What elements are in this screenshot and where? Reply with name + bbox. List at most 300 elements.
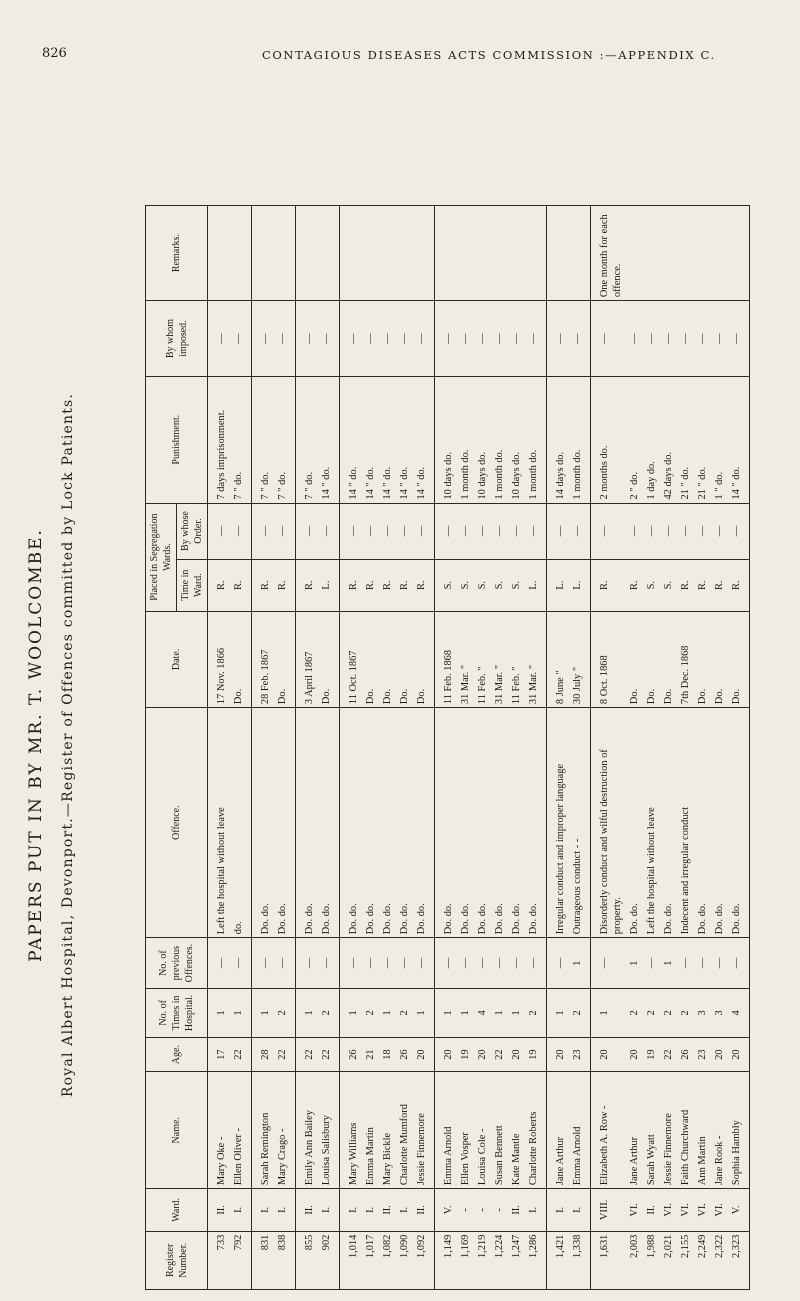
times-in-hospital-cell: 1 [230,988,252,1037]
remarks-cell [626,206,643,301]
by-whose-order-cell: — [252,503,275,559]
table-row [643,206,660,1290]
section-title: PAPERS PUT IN BY MR. T. WOOLCOMBE. [26,528,46,962]
previous-offences-cell: — [508,938,525,989]
register-number-cell: 2,021 [660,1231,677,1289]
times-in-hospital-cell: 1 [252,988,275,1037]
name-cell: Emma Martin [362,1072,379,1189]
by-whom-imposed-cell: — [677,301,694,377]
offence-cell: Do. do. [491,708,508,938]
register-number-cell: 1,988 [643,1231,660,1289]
time-in-ward-cell: L. [525,559,547,611]
by-whose-order-cell: — [508,503,525,559]
by-whom-imposed-cell: — [525,301,547,377]
table-row [362,206,379,1290]
remarks-cell [728,206,750,301]
col-ward: Ward. [146,1189,208,1232]
age-cell: 19 [525,1037,547,1072]
ward-cell: II. [208,1189,231,1232]
punishment-cell: 1 month do. [525,376,547,503]
previous-offences-cell: 1 [626,938,643,989]
name-cell: Jane Arthur [547,1072,570,1189]
remarks-cell [396,206,413,301]
times-in-hospital-cell: 2 [318,988,340,1037]
time-in-ward-cell: S. [508,559,525,611]
ward-cell: - [491,1189,508,1232]
date-cell: 31 Mar. " [457,611,474,707]
register-number-cell: 1,169 [457,1231,474,1289]
by-whose-order-cell: — [525,503,547,559]
register-number-cell: 855 [296,1231,319,1289]
name-cell: Mary Williams [340,1072,363,1189]
remarks-cell [547,206,570,301]
name-cell: Jessie Finnemore [413,1072,435,1189]
name-cell: Ann Martin [694,1072,711,1189]
times-in-hospital-cell: 2 [660,988,677,1037]
name-cell: Elizabeth A. Row - [591,1072,627,1189]
ward-cell: I. [396,1189,413,1232]
register-number-cell: 1,631 [591,1231,627,1289]
times-in-hospital-cell: 1 [457,988,474,1037]
time-in-ward-cell: S. [474,559,491,611]
name-cell: Jane Arthur [626,1072,643,1189]
ward-cell: - [474,1189,491,1232]
ward-cell: VI. [626,1189,643,1232]
age-cell: 20 [711,1037,728,1072]
remarks-cell [435,206,458,301]
remarks-cell [694,206,711,301]
by-whom-imposed-cell: — [569,301,591,377]
punishment-cell: 14 " do. [379,376,396,503]
table-row [711,206,728,1290]
table-row [525,206,547,1290]
remarks-cell [660,206,677,301]
register-number-cell: 1,149 [435,1231,458,1289]
by-whom-imposed-cell: — [728,301,750,377]
age-cell: 22 [274,1037,296,1072]
page-number: 826 [42,46,67,61]
by-whom-imposed-cell: — [230,301,252,377]
ward-cell: I. [547,1189,570,1232]
punishment-cell: 42 days do. [660,376,677,503]
table-row [230,206,252,1290]
name-cell: Louisa Salisbury [318,1072,340,1189]
by-whose-order-cell: — [677,503,694,559]
date-cell: Do. [362,611,379,707]
offence-cell: Do. do. [413,708,435,938]
time-in-ward-cell: R. [626,559,643,611]
register-number-cell: 1,014 [340,1231,363,1289]
age-cell: 20 [728,1037,750,1072]
by-whose-order-cell: — [274,503,296,559]
time-in-ward-cell: R. [413,559,435,611]
age-cell: 22 [318,1037,340,1072]
by-whose-order-cell: — [379,503,396,559]
by-whom-imposed-cell: — [711,301,728,377]
by-whom-imposed-cell: — [296,301,319,377]
punishment-cell: 7 " do. [252,376,275,503]
date-cell: 11 Feb. 1868 [435,611,458,707]
time-in-ward-cell: S. [643,559,660,611]
age-cell: 19 [457,1037,474,1072]
offence-cell: Do. do. [274,708,296,938]
punishment-cell: 1 month do. [457,376,474,503]
date-cell: 31 Mar. " [491,611,508,707]
date-cell: Do. [626,611,643,707]
times-in-hospital-cell: 4 [474,988,491,1037]
previous-offences-cell: — [230,938,252,989]
ward-cell: I. [569,1189,591,1232]
ward-cell: II. [379,1189,396,1232]
remarks-cell [413,206,435,301]
table-row [474,206,491,1290]
table-row [252,206,275,1290]
by-whom-imposed-cell: — [547,301,570,377]
register-number-cell: 2,249 [694,1231,711,1289]
punishment-cell: 7 " do. [274,376,296,503]
col-segregation: Placed in Segregation Wards. [146,503,177,611]
offence-cell: Disorderly conduct and wilful destruction of property. [591,708,627,938]
by-whom-imposed-cell: — [694,301,711,377]
times-in-hospital-cell: 1 [296,988,319,1037]
offence-cell: Do. do. [435,708,458,938]
times-in-hospital-cell: 2 [626,988,643,1037]
by-whose-order-cell: — [491,503,508,559]
by-whom-imposed-cell: — [474,301,491,377]
age-cell: 23 [694,1037,711,1072]
register-number-cell: 2,323 [728,1231,750,1289]
time-in-ward-cell: R. [208,559,231,611]
remarks-cell [711,206,728,301]
times-in-hospital-cell: 3 [711,988,728,1037]
remarks-cell [252,206,275,301]
previous-offences-cell: — [274,938,296,989]
name-cell: Emma Arnold [569,1072,591,1189]
col-times-in-hospital: No. of Times in Hospital. [146,988,208,1037]
ward-cell: VIII. [591,1189,627,1232]
register-number-cell: 733 [208,1231,231,1289]
table-row [396,206,413,1290]
date-cell: 11 Feb. " [508,611,525,707]
remarks-cell [274,206,296,301]
date-cell: Do. [318,611,340,707]
date-cell: 7th Dec. 1868 [677,611,694,707]
ward-cell: VI. [694,1189,711,1232]
date-cell: Do. [660,611,677,707]
time-in-ward-cell: R. [274,559,296,611]
offence-cell: Do. do. [660,708,677,938]
col-by-whom-imposed: By whom imposed. [146,301,208,377]
offence-cell: Irregular conduct and improper language [547,708,570,938]
time-in-ward-cell: L. [547,559,570,611]
by-whose-order-cell: — [318,503,340,559]
age-cell: 22 [230,1037,252,1072]
age-cell: 17 [208,1037,231,1072]
time-in-ward-cell: R. [296,559,319,611]
punishment-cell: 21 " do. [677,376,694,503]
name-cell: Charlotte Roberts [525,1072,547,1189]
remarks-cell [491,206,508,301]
age-cell: 19 [643,1037,660,1072]
rotated-page-body [20,205,742,1285]
age-cell: 20 [591,1037,627,1072]
punishment-cell: 14 " do. [396,376,413,503]
offence-cell: Do. do. [396,708,413,938]
offence-cell: Do. do. [252,708,275,938]
table-row [694,206,711,1290]
name-cell: Faith Churchward [677,1072,694,1189]
name-cell: Sarah Remington [252,1072,275,1189]
table-row [318,206,340,1290]
table-row [677,206,694,1290]
name-cell: Mary Bickle [379,1072,396,1189]
name-cell: Jane Rook - [711,1072,728,1189]
page-header [0,0,800,76]
previous-offences-cell: — [694,938,711,989]
previous-offences-cell: 1 [569,938,591,989]
age-cell: 18 [379,1037,396,1072]
previous-offences-cell: — [435,938,458,989]
table-row [208,206,231,1290]
running-head: CONTAGIOUS DISEASES ACTS COMMISSION :—APPENDIX C. [262,48,716,62]
by-whose-order-cell: — [569,503,591,559]
offence-cell: Left the hospital without leave [208,708,231,938]
times-in-hospital-cell: 1 [435,988,458,1037]
table-row [569,206,591,1290]
name-cell: Ellen Oliver - [230,1072,252,1189]
punishment-cell: 14 " do. [318,376,340,503]
time-in-ward-cell: L. [318,559,340,611]
by-whose-order-cell: — [362,503,379,559]
time-in-ward-cell: R. [677,559,694,611]
by-whose-order-cell: — [694,503,711,559]
ward-cell: V. [728,1189,750,1232]
offence-cell: do. [230,708,252,938]
punishment-cell: 10 days do. [474,376,491,503]
table-row [296,206,319,1290]
name-cell: Emma Arnold [435,1072,458,1189]
date-cell: Do. [413,611,435,707]
age-cell: 26 [396,1037,413,1072]
times-in-hospital-cell: 1 [208,988,231,1037]
by-whose-order-cell: — [396,503,413,559]
table-row [660,206,677,1290]
ward-cell: I. [230,1189,252,1232]
table-row [728,206,750,1290]
name-cell: Ellen Vosper [457,1072,474,1189]
header-row-1 [146,206,177,1290]
previous-offences-cell: — [296,938,319,989]
age-cell: 20 [626,1037,643,1072]
col-offence: Offence. [146,708,208,938]
times-in-hospital-cell: 2 [643,988,660,1037]
col-date: Date. [146,611,208,707]
date-cell: 8 June " [547,611,570,707]
by-whom-imposed-cell: — [457,301,474,377]
by-whom-imposed-cell: — [208,301,231,377]
punishment-cell: 7 " do. [230,376,252,503]
ward-cell: II. [296,1189,319,1232]
table-row [626,206,643,1290]
by-whom-imposed-cell: — [435,301,458,377]
register-number-cell: 792 [230,1231,252,1289]
register-number-cell: 902 [318,1231,340,1289]
by-whose-order-cell: — [413,503,435,559]
times-in-hospital-cell: 1 [547,988,570,1037]
by-whose-order-cell: — [230,503,252,559]
times-in-hospital-cell: 2 [362,988,379,1037]
offence-cell: Do. do. [711,708,728,938]
register-number-cell: 2,003 [626,1231,643,1289]
date-cell: Do. [396,611,413,707]
age-cell: 20 [508,1037,525,1072]
register-number-cell: 1,090 [396,1231,413,1289]
time-in-ward-cell: R. [340,559,363,611]
remarks-cell [296,206,319,301]
by-whose-order-cell: — [340,503,363,559]
punishment-cell: 2 months do. [591,376,627,503]
table-header [146,206,208,1290]
col-register-number: Register Number. [146,1231,208,1289]
register-number-cell: 1,082 [379,1231,396,1289]
remarks-cell [230,206,252,301]
previous-offences-cell: — [711,938,728,989]
remarks-cell [569,206,591,301]
col-name: Name. [146,1072,208,1189]
age-cell: 23 [569,1037,591,1072]
punishment-cell: 21 " do. [694,376,711,503]
punishment-cell: 1 month do. [491,376,508,503]
by-whom-imposed-cell: — [396,301,413,377]
previous-offences-cell: — [340,938,363,989]
table-row [340,206,363,1290]
by-whom-imposed-cell: — [252,301,275,377]
by-whose-order-cell: — [591,503,627,559]
name-cell: Kate Mantle [508,1072,525,1189]
times-in-hospital-cell: 1 [591,988,627,1037]
date-cell: Do. [643,611,660,707]
table-row [435,206,458,1290]
times-in-hospital-cell: 2 [274,988,296,1037]
register-number-cell: 1,421 [547,1231,570,1289]
register-number-cell: 1,286 [525,1231,547,1289]
previous-offences-cell: — [457,938,474,989]
register-number-cell: 1,219 [474,1231,491,1289]
register-number-cell: 1,224 [491,1231,508,1289]
punishment-cell: 14 " do. [413,376,435,503]
ward-cell: V. [435,1189,458,1232]
time-in-ward-cell: S. [660,559,677,611]
by-whom-imposed-cell: — [362,301,379,377]
offence-cell: Do. do. [318,708,340,938]
previous-offences-cell: — [491,938,508,989]
remarks-cell [379,206,396,301]
date-cell: 28 Feb. 1867 [252,611,275,707]
times-in-hospital-cell: 1 [508,988,525,1037]
times-in-hospital-cell: 2 [569,988,591,1037]
time-in-ward-cell: L. [569,559,591,611]
age-cell: 21 [362,1037,379,1072]
ward-cell: II. [413,1189,435,1232]
col-previous-offences: No. of previous Offences. [146,938,208,989]
register-number-cell: 1,017 [362,1231,379,1289]
table-row [591,206,627,1290]
offence-cell: Do. do. [694,708,711,938]
by-whom-imposed-cell: — [491,301,508,377]
name-cell: Sarah Wyatt [643,1072,660,1189]
table-row [491,206,508,1290]
age-cell: 20 [547,1037,570,1072]
by-whose-order-cell: — [208,503,231,559]
previous-offences-cell: — [474,938,491,989]
remarks-cell [340,206,363,301]
previous-offences-cell: — [525,938,547,989]
table-row [274,206,296,1290]
punishment-cell: 10 days do. [508,376,525,503]
by-whom-imposed-cell: — [274,301,296,377]
remarks-cell [508,206,525,301]
times-in-hospital-cell: 2 [677,988,694,1037]
time-in-ward-cell: S. [435,559,458,611]
age-cell: 20 [435,1037,458,1072]
date-cell: 3 April 1867 [296,611,319,707]
time-in-ward-cell: R. [230,559,252,611]
remarks-cell [474,206,491,301]
previous-offences-cell: — [547,938,570,989]
offence-cell: Do. do. [474,708,491,938]
date-cell: 8 Oct. 1868 [591,611,627,707]
offence-cell: Outrageous conduct - - [569,708,591,938]
date-cell: Do. [694,611,711,707]
age-cell: 22 [296,1037,319,1072]
register-number-cell: 1,092 [413,1231,435,1289]
time-in-ward-cell: S. [457,559,474,611]
punishment-cell: 14 " do. [362,376,379,503]
times-in-hospital-cell: 1 [413,988,435,1037]
time-in-ward-cell: R. [694,559,711,611]
time-in-ward-cell: R. [396,559,413,611]
times-in-hospital-cell: 1 [340,988,363,1037]
date-cell: 31 Mar. " [525,611,547,707]
previous-offences-cell: — [208,938,231,989]
date-cell: Do. [379,611,396,707]
date-cell: 30 July " [569,611,591,707]
age-cell: 28 [252,1037,275,1072]
by-whose-order-cell: — [457,503,474,559]
table-row [379,206,396,1290]
table-row [413,206,435,1290]
previous-offences-cell: — [252,938,275,989]
remarks-cell [362,206,379,301]
previous-offences-cell: — [728,938,750,989]
table-row [547,206,570,1290]
table-body [208,206,750,1290]
ward-cell: I. [274,1189,296,1232]
punishment-cell: 10 days do. [435,376,458,503]
ward-cell: I. [525,1189,547,1232]
punishment-cell: 14 days do. [547,376,570,503]
age-cell: 22 [660,1037,677,1072]
register-number-cell: 1,247 [508,1231,525,1289]
age-cell: 26 [677,1037,694,1072]
age-cell: 20 [413,1037,435,1072]
remarks-cell [318,206,340,301]
previous-offences-cell: — [413,938,435,989]
age-cell: 20 [474,1037,491,1072]
offence-cell: Do. do. [508,708,525,938]
col-age: Age. [146,1037,208,1072]
date-cell: 11 Oct. 1867 [340,611,363,707]
